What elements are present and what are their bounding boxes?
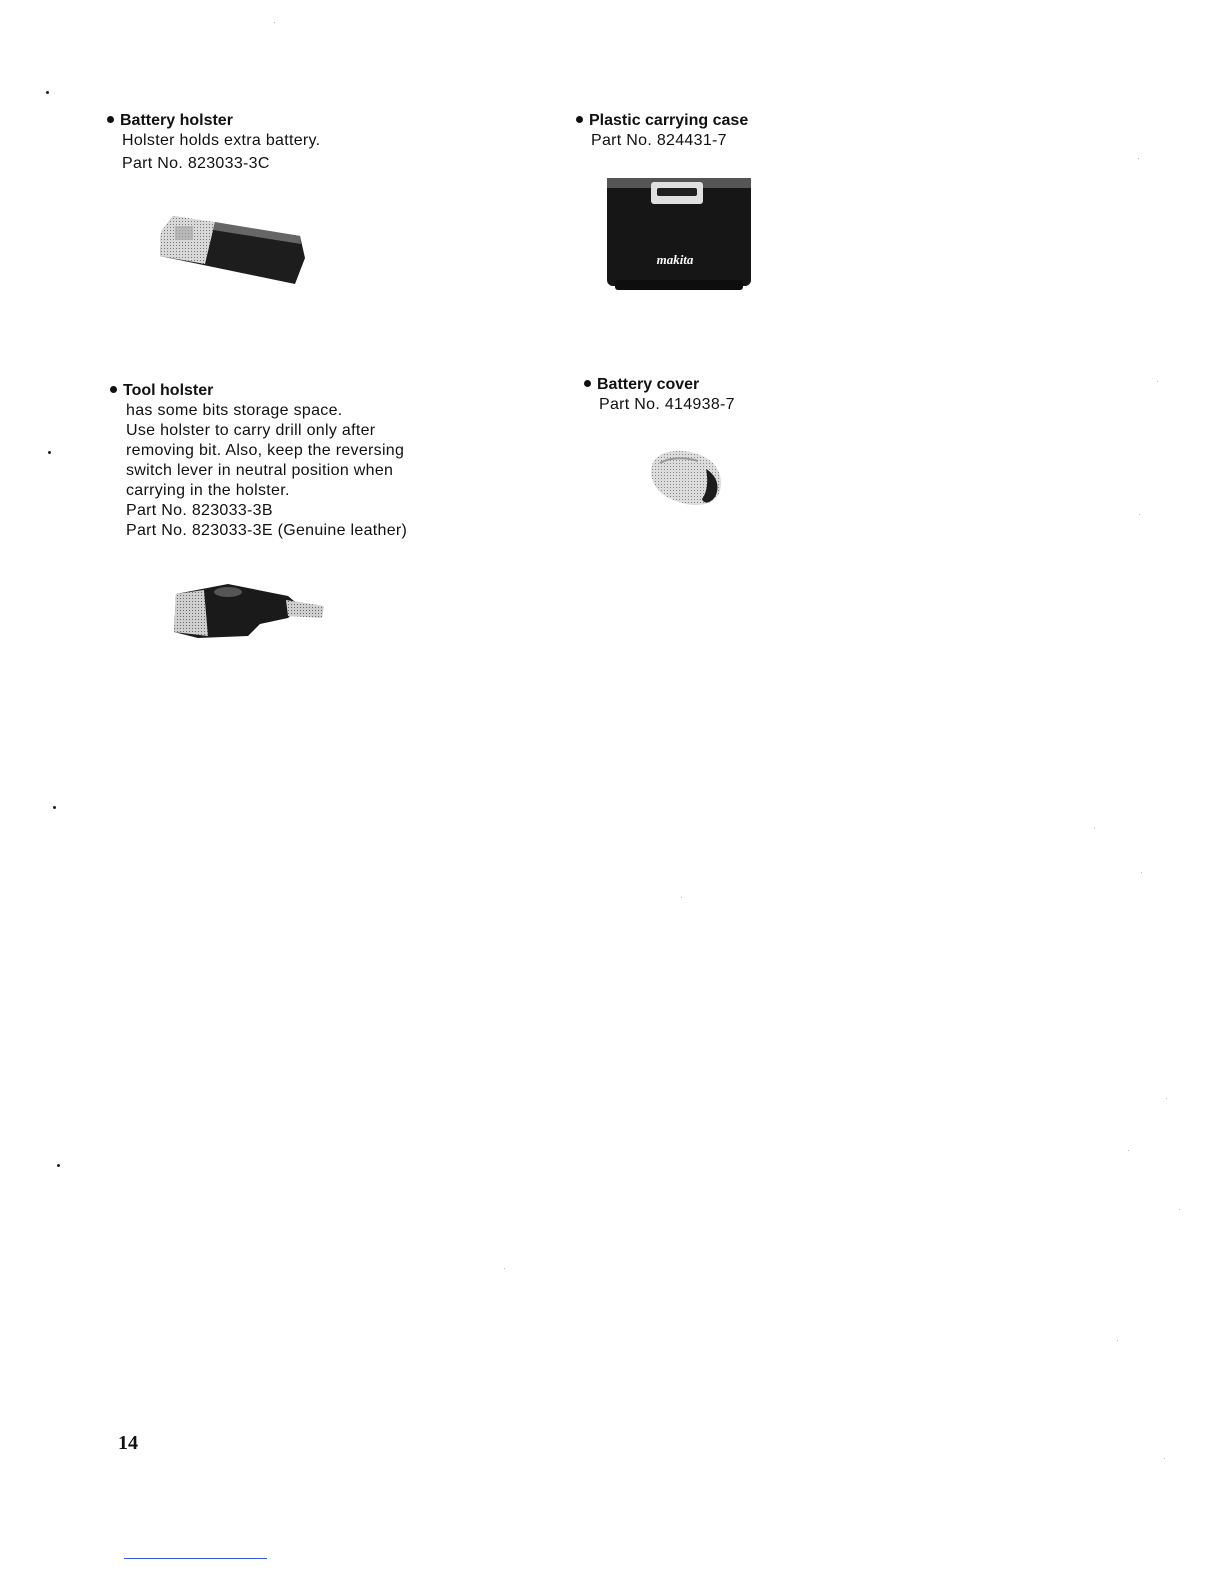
bullet-icon [110, 386, 117, 393]
tool-holster-desc-line: has some bits storage space. [126, 402, 343, 419]
tool-holster-part-no-leather: Part No. 823033-3E (Genuine leather) [126, 522, 408, 539]
tool-holster-desc-line: switch lever in neutral position when [126, 462, 394, 479]
scan-speck [46, 91, 49, 94]
scan-speck [1117, 1340, 1118, 1341]
tool-holster-desc-line: Use holster to carry drill only after [126, 422, 376, 439]
bullet-icon [576, 116, 583, 123]
battery-holster-image [155, 212, 310, 287]
scan-speck [1157, 381, 1158, 382]
battery-cover-image [646, 445, 726, 511]
bullet-icon [107, 116, 114, 123]
plastic-case-title: Plastic carrying case [576, 111, 748, 131]
battery-cover-part-no: Part No. 414938-7 [599, 396, 735, 413]
scan-speck [48, 451, 51, 454]
scan-speck [274, 22, 275, 23]
plastic-case-image [605, 172, 753, 294]
tool-holster-desc-line: carrying in the holster. [126, 482, 290, 499]
tool-holster-section [110, 381, 407, 541]
scan-speck [1141, 872, 1142, 873]
footer-rule [124, 1558, 267, 1559]
battery-cover-section [584, 375, 735, 415]
scan-speck [1094, 828, 1095, 829]
plastic-case-section [576, 111, 748, 151]
page-number: 14 [118, 1432, 138, 1454]
battery-cover-title: Battery cover [584, 375, 735, 395]
scan-speck [1166, 1098, 1167, 1099]
scan-speck [1139, 514, 1140, 515]
scan-speck [504, 1268, 505, 1269]
scan-speck [53, 806, 56, 809]
battery-holster-desc: Holster holds extra battery. [122, 132, 321, 149]
scan-speck [1138, 158, 1139, 159]
scan-speck [1179, 1209, 1180, 1210]
makita-logo: makita [656, 252, 694, 267]
tool-holster-desc-line: removing bit. Also, keep the reversing [126, 442, 405, 459]
battery-holster-title: Battery holster [107, 111, 320, 131]
tool-holster-image [168, 580, 328, 642]
scan-speck [1128, 1150, 1129, 1151]
tool-holster-part-no: Part No. 823033-3B [126, 502, 273, 519]
plastic-case-part-no: Part No. 824431-7 [591, 132, 727, 149]
bullet-icon [584, 380, 591, 387]
scan-speck [681, 897, 682, 898]
battery-holster-section [107, 111, 320, 174]
tool-holster-title: Tool holster [110, 381, 407, 401]
scan-speck [57, 1164, 60, 1167]
battery-holster-part-no: Part No. 823033-3C [122, 155, 270, 172]
scan-speck [1164, 1458, 1165, 1459]
